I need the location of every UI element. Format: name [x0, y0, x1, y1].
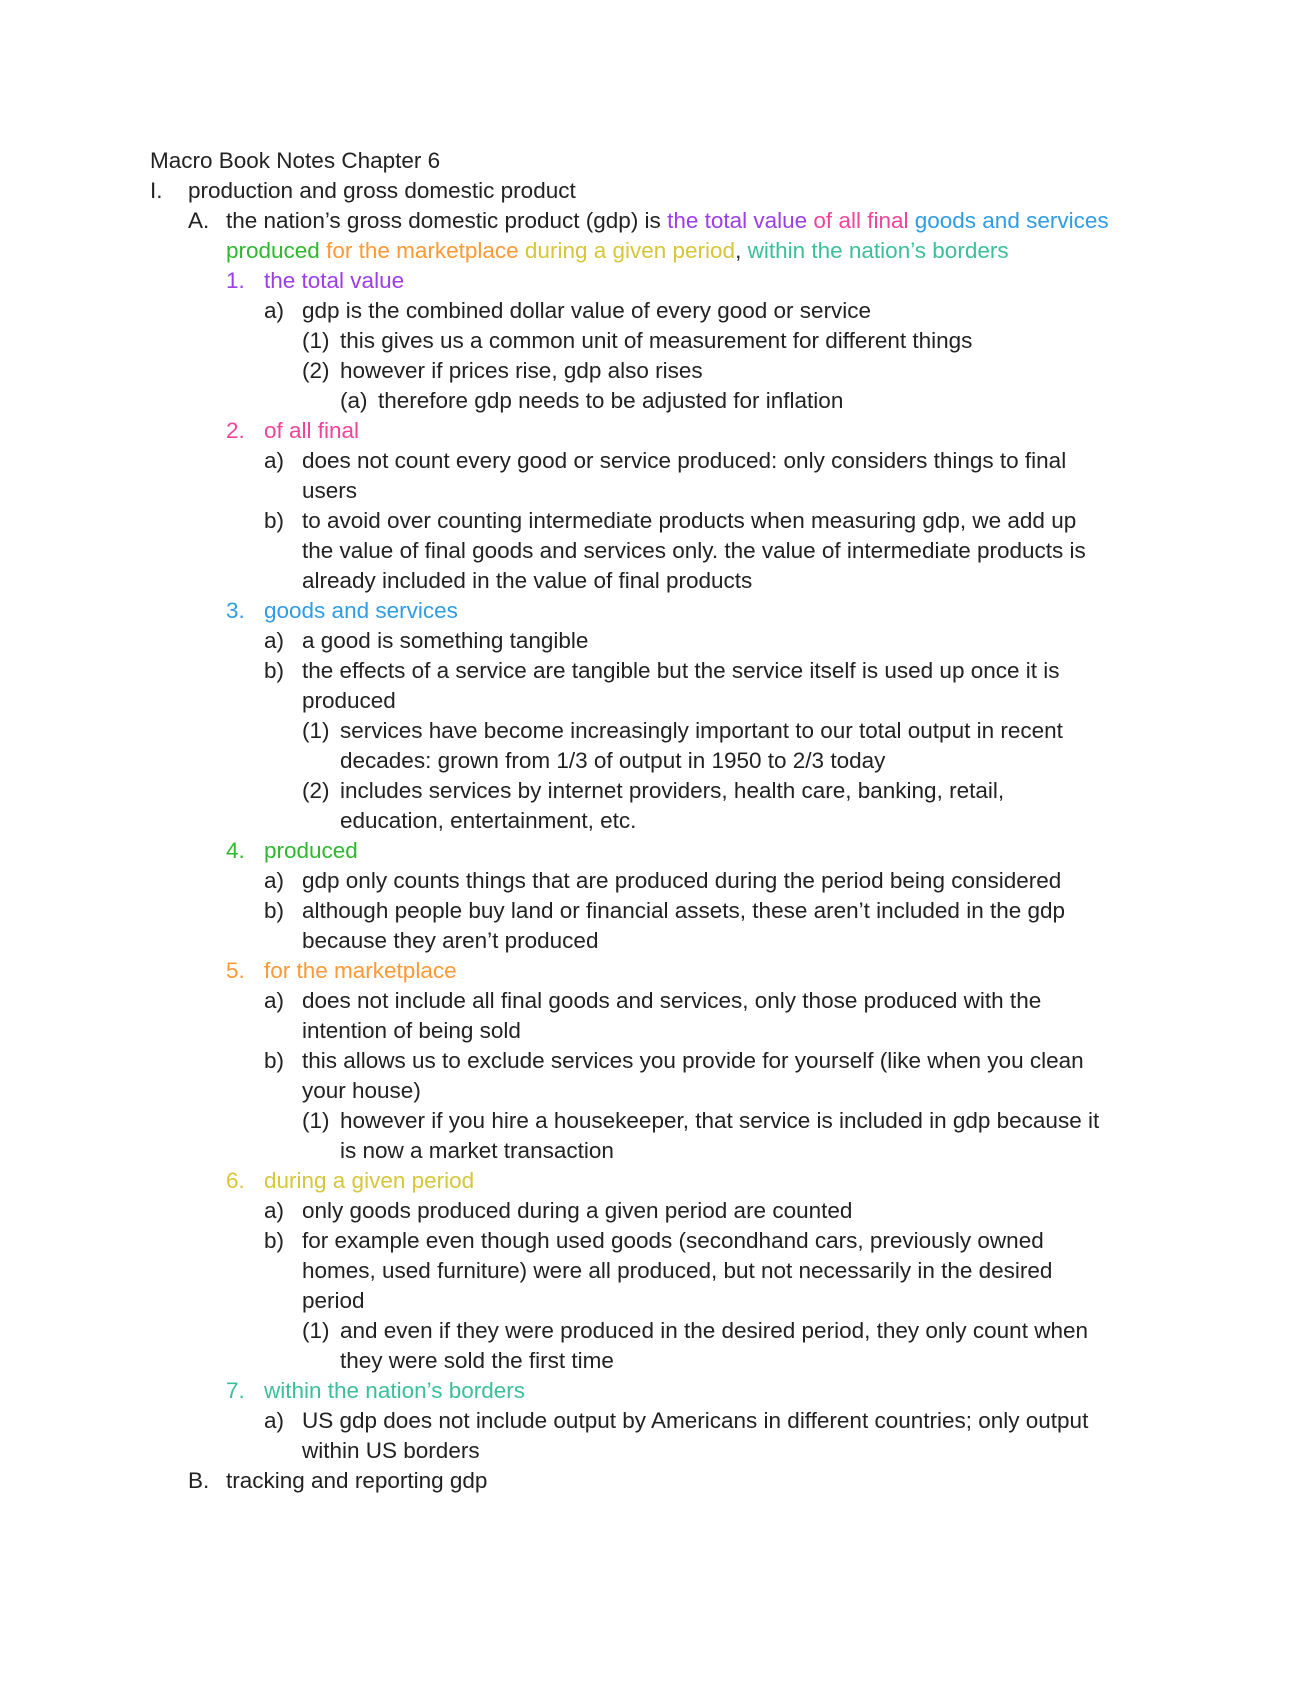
list-letter: b) — [264, 1228, 285, 1253]
list-heading: of all final — [264, 418, 360, 443]
definition-part-given-period: during a given period — [518, 238, 736, 263]
list-item: only goods produced during a given period are counted — [302, 1198, 853, 1223]
list-item: therefore gdp needs to be adjusted for inflation — [378, 388, 844, 413]
list-letter: b) — [264, 898, 285, 923]
list-heading: during a given period — [264, 1168, 475, 1193]
list-heading: goods and services — [264, 598, 458, 623]
list-letter: a) — [264, 1198, 285, 1223]
list-item-continued: education, entertainment, etc. — [340, 808, 637, 833]
list-letter: a) — [264, 988, 285, 1013]
list-item-continued: produced — [302, 688, 396, 713]
list-item: does not include all final goods and services, only those produced with the — [302, 988, 1042, 1013]
section-marker: I. — [150, 178, 163, 203]
list-letter: a) — [264, 868, 285, 893]
list-item: and even if they were produced in the desired period, they only count when — [340, 1318, 1088, 1343]
list-number: 7. — [226, 1378, 245, 1403]
list-item-continued: within US borders — [302, 1438, 480, 1463]
list-sub-number: (1) — [302, 718, 330, 743]
definition-part-marketplace: for the marketplace — [319, 238, 519, 263]
definition-part-of-all-final: of all final — [807, 208, 909, 233]
gdp-definition-line — [226, 236, 1009, 266]
definition-part-goods-services: goods and services — [908, 208, 1109, 233]
definition-comma: , — [735, 238, 742, 263]
subsection-marker: A. — [188, 208, 210, 233]
list-letter: a) — [264, 298, 285, 323]
list-number: 1. — [226, 268, 245, 293]
list-item: does not count every good or service produced: only considers things to final — [302, 448, 1067, 473]
list-item-continued: intention of being sold — [302, 1018, 521, 1043]
subsection-marker: B. — [188, 1468, 210, 1493]
definition-intro: the nation’s gross domestic product (gdp) is — [226, 208, 668, 233]
list-number: 2. — [226, 418, 245, 443]
list-sub-letter: (a) — [340, 388, 368, 413]
definition-part-borders: within the nation’s borders — [741, 238, 1009, 263]
list-item-continued: your house) — [302, 1078, 421, 1103]
definition-part-total-value: the total value — [667, 208, 808, 233]
list-number: 5. — [226, 958, 245, 983]
list-number: 6. — [226, 1168, 245, 1193]
list-heading: for the marketplace — [264, 958, 457, 983]
list-item-continued: homes, used furniture) were all produced, but not necessarily in the desired — [302, 1258, 1053, 1283]
list-heading: the total value — [264, 268, 405, 293]
list-letter: a) — [264, 628, 285, 653]
list-item-continued: the value of final goods and services only. the value of intermediate products is — [302, 538, 1086, 563]
list-heading: within the nation’s borders — [264, 1378, 525, 1403]
list-item-continued: is now a market transaction — [340, 1138, 614, 1163]
list-sub-number: (2) — [302, 778, 330, 803]
list-item: a good is something tangible — [302, 628, 589, 653]
list-sub-number: (2) — [302, 358, 330, 383]
list-item-continued: already included in the value of final products — [302, 568, 753, 593]
section-heading: production and gross domestic product — [188, 178, 576, 203]
list-sub-number: (1) — [302, 1108, 330, 1133]
list-number: 4. — [226, 838, 245, 863]
list-letter: b) — [264, 508, 285, 533]
gdp-definition-line — [226, 206, 1109, 236]
list-item: for example even though used goods (secondhand cars, previously owned — [302, 1228, 1044, 1253]
list-letter: a) — [264, 1408, 285, 1433]
list-item-continued: decades: grown from 1/3 of output in 1950 to 2/3 today — [340, 748, 886, 773]
list-item: US gdp does not include output by Americans in different countries; only output — [302, 1408, 1089, 1433]
list-item: although people buy land or financial assets, these aren’t included in the gdp — [302, 898, 1066, 923]
list-item: the effects of a service are tangible but the service itself is used up once it is — [302, 658, 1060, 683]
document-title: Macro Book Notes Chapter 6 — [150, 148, 441, 173]
list-letter: a) — [264, 448, 285, 473]
list-letter: b) — [264, 658, 285, 683]
list-item: this allows us to exclude services you provide for yourself (like when you clean — [302, 1048, 1084, 1073]
list-item-continued: because they aren’t produced — [302, 928, 599, 953]
list-item-continued: they were sold the first time — [340, 1348, 614, 1373]
list-number: 3. — [226, 598, 245, 623]
list-item: however if prices rise, gdp also rises — [340, 358, 703, 383]
list-item: services have become increasingly important to our total output in recent — [340, 718, 1063, 743]
list-item: this gives us a common unit of measurement for different things — [340, 328, 973, 353]
list-item: to avoid over counting intermediate products when measuring gdp, we add up — [302, 508, 1077, 533]
list-sub-number: (1) — [302, 328, 330, 353]
list-heading: produced — [264, 838, 358, 863]
subsection-heading: tracking and reporting gdp — [226, 1468, 488, 1493]
list-item: gdp only counts things that are produced during the period being considered — [302, 868, 1062, 893]
list-letter: b) — [264, 1048, 285, 1073]
list-sub-number: (1) — [302, 1318, 330, 1343]
definition-part-produced: produced — [226, 238, 320, 263]
list-item: however if you hire a housekeeper, that service is included in gdp because it — [340, 1108, 1100, 1133]
list-item: gdp is the combined dollar value of every good or service — [302, 298, 872, 323]
list-item-continued: period — [302, 1288, 365, 1313]
list-item: includes services by internet providers, health care, banking, retail, — [340, 778, 1005, 803]
list-item-continued: users — [302, 478, 358, 503]
